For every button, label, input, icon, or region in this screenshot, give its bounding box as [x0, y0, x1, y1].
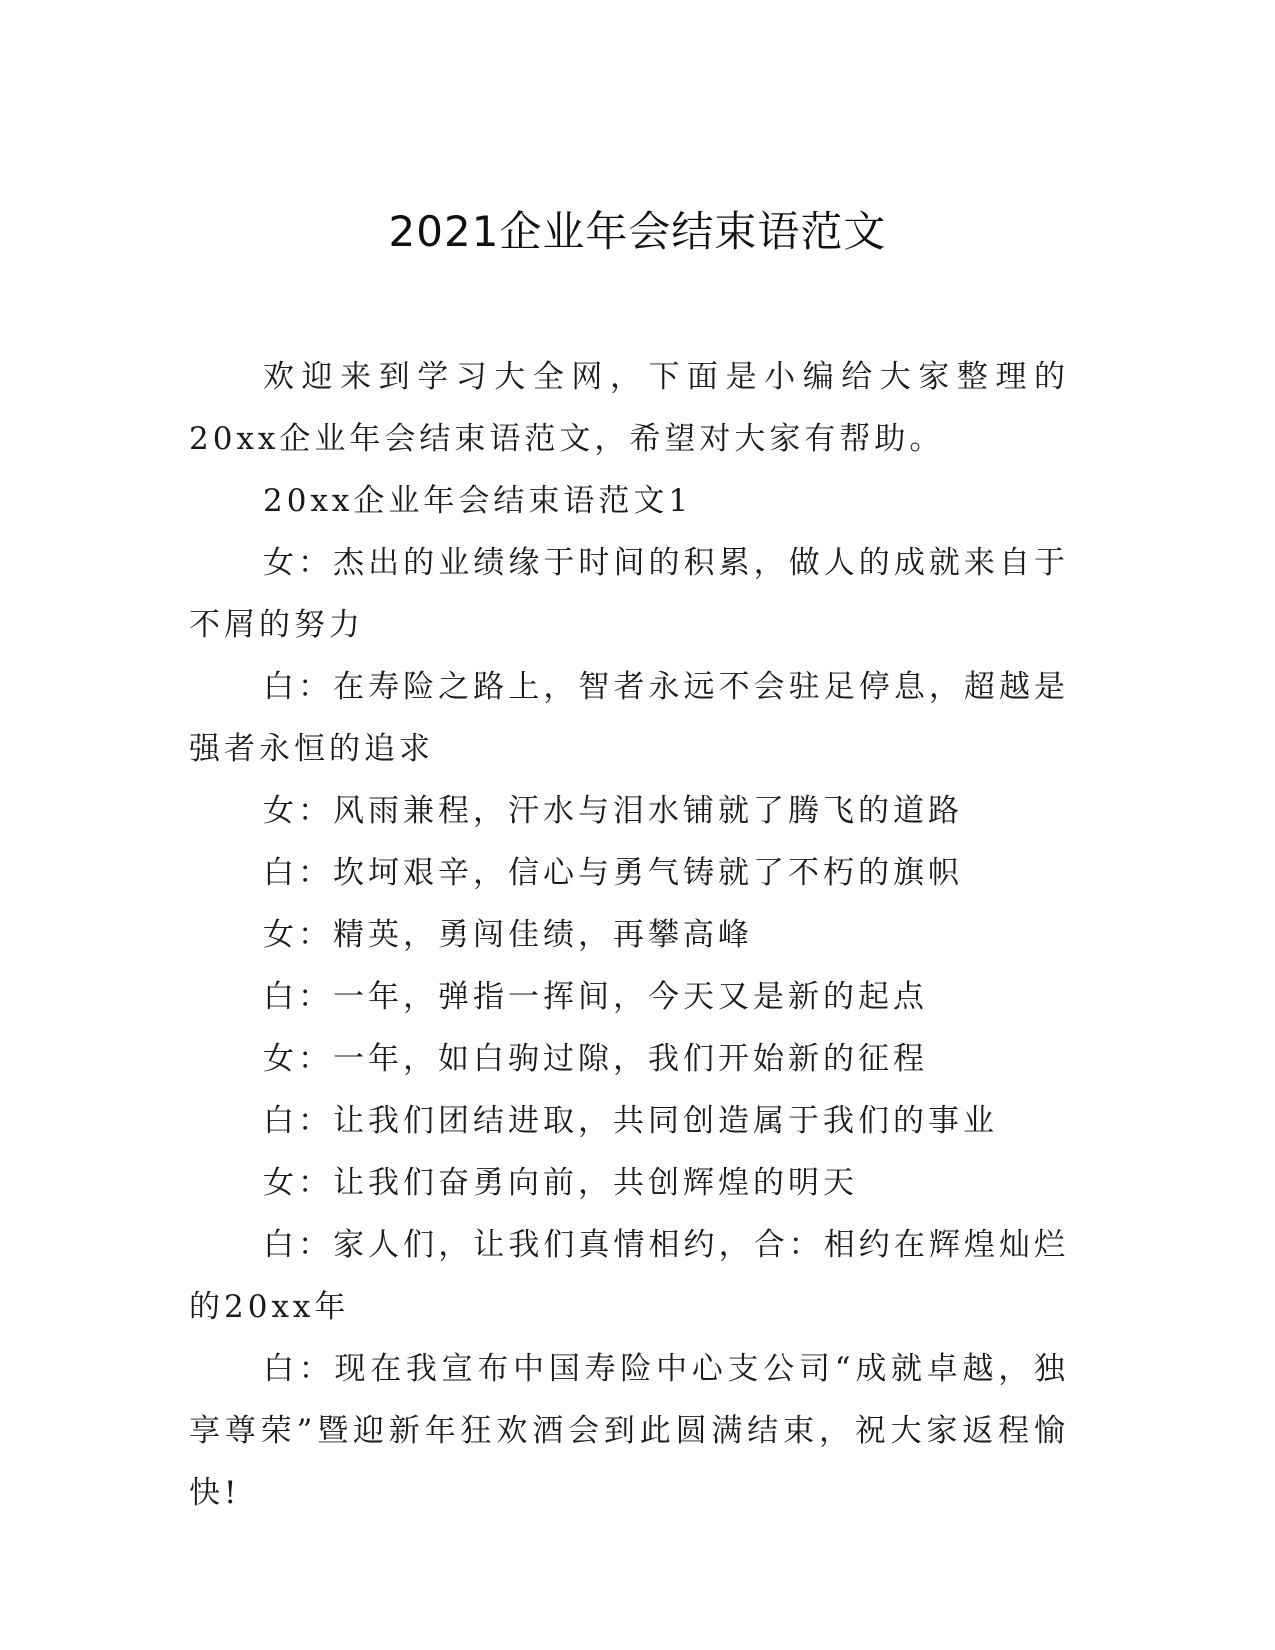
paragraph-dialogue: 白：一年，弹指一挥间，今天又是新的起点 — [263, 979, 928, 1015]
paragraph-dialogue: 女：风雨兼程，汗水与泪水铺就了腾飞的道路 — [263, 793, 963, 829]
paragraph-intro: 欢迎来到学习大全网，下面是小编给大家整理的20xx企业年会结束语范文，希望对大家有帮助。 — [189, 359, 1069, 457]
paragraph-dialogue: 白：坎坷艰辛，信心与勇气铸就了不朽的旗帜 — [263, 855, 963, 891]
document-title: 2021企业年会结束语范文 — [388, 207, 887, 256]
paragraph-dialogue: 女：杰出的业绩缘于时间的积累，做人的成就来自于不屑的努力 — [189, 545, 1069, 643]
paragraph-dialogue: 白：家人们，让我们真情相约，合：相约在辉煌灿烂的20xx年 — [189, 1227, 1069, 1325]
paragraph-dialogue: 女：精英，勇闯佳绩，再攀高峰 — [263, 917, 753, 953]
document-body — [189, 346, 1069, 1524]
paragraph-dialogue: 白：让我们团结进取，共同创造属于我们的事业 — [263, 1103, 998, 1139]
paragraph-dialogue: 白：在寿险之路上，智者永远不会驻足停息，超越是强者永恒的追求 — [189, 669, 1069, 767]
paragraph-closing: 白：现在我宣布中国寿险中心支公司“成就卓越，独享尊荣”暨迎新年狂欢酒会到此圆满结束，祝大家返程愉快! — [189, 1351, 1069, 1511]
paragraph-section-heading: 20xx企业年会结束语范文1 — [263, 483, 693, 519]
paragraph-dialogue: 女：让我们奋勇向前，共创辉煌的明天 — [263, 1165, 858, 1201]
paragraph-dialogue: 女：一年，如白驹过隙，我们开始新的征程 — [263, 1041, 928, 1077]
